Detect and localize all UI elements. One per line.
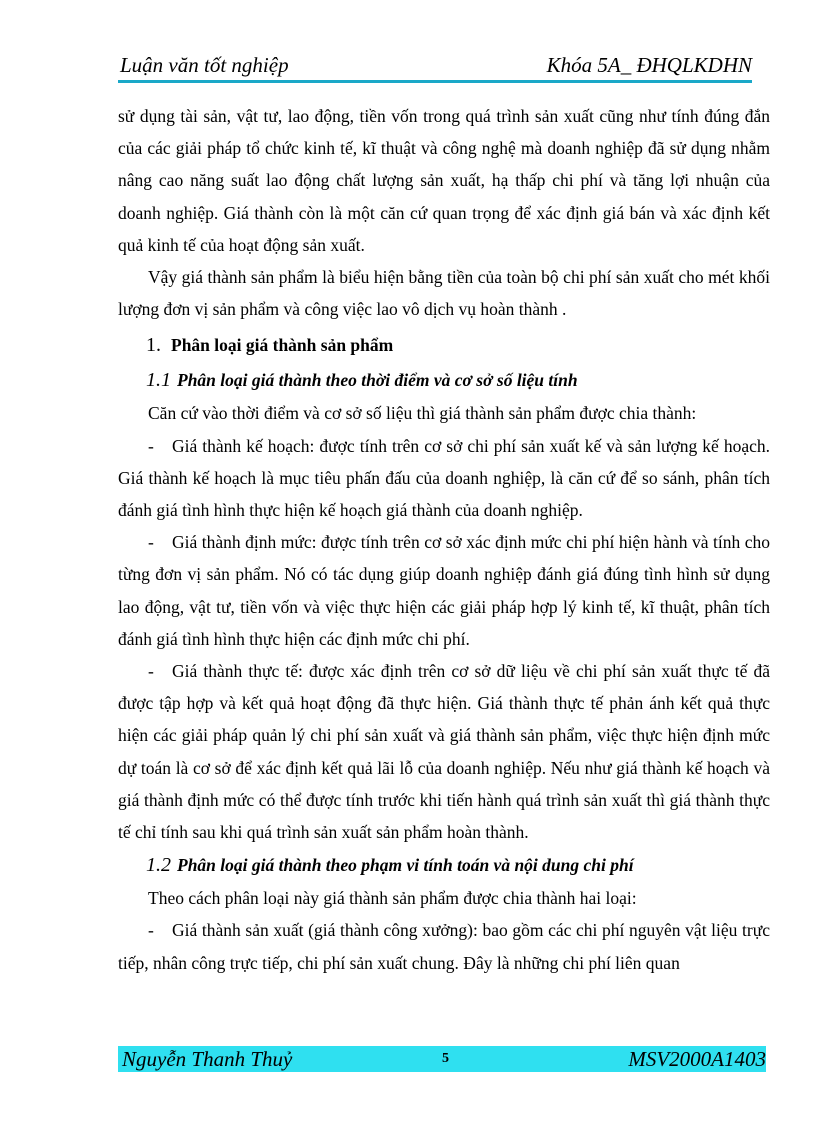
subsection-title: Phân loại giá thành theo thời điểm và cơ sở số liệu tính xyxy=(177,370,578,391)
list-item xyxy=(118,430,770,527)
page-content xyxy=(118,100,770,979)
bullet-dash: - xyxy=(148,532,154,553)
page-number: 5 xyxy=(442,1051,449,1066)
list-item xyxy=(118,914,770,978)
bullet-dash: - xyxy=(148,920,154,941)
header-thesis-title: Luận văn tốt nghiệp xyxy=(120,53,289,77)
list-item xyxy=(118,526,770,655)
bullet-dash: - xyxy=(148,661,154,682)
footer-student-id: MSV2000A1403 xyxy=(628,1047,766,1071)
paragraph: Theo cách phân loại này giá thành sản phẩm được chia thành hai loại: xyxy=(148,888,637,909)
section-number: 1. xyxy=(146,334,161,357)
footer-author: Nguyễn Thanh Thuỷ xyxy=(122,1047,293,1071)
list-item-text: Giá thành sản xuất (giá thành công xưởng): bao gồm các chi phí nguyên vật liệu trực tiếp, nhân công trực tiếp, chi phí sản xuất chung. Đây là những chi phí liên quan xyxy=(118,920,770,973)
subsection-number: 1.1 xyxy=(146,369,171,392)
list-item-text: Giá thành thực tế: được xác định trên cơ sở dữ liệu về chi phí sản xuất thực tế đã được tập hợp và kết quả hoạt động đã thực hiện. Giá thành thực tế phản ánh kết quả thực hiện các giải pháp quản lý chi phí sản xuất và giá thành sản phẩm, việc thực hiện định mức dự toán là cơ sở để xác định kết quả lãi lỗ của doanh nghiệp. Nếu như giá thành kế hoạch và giá thành định mức có thể được tính trước khi tiến hành quá trình sản xuất thì giá thành thực tế chỉ tính sau khi quá trình sản xuất sản phẩm hoàn thành. xyxy=(118,661,770,843)
paragraph: Căn cứ vào thời điểm và cơ sở số liệu thì giá thành sản phẩm được chia thành: xyxy=(148,403,697,424)
list-item-text: Giá thành định mức: được tính trên cơ sở xác định mức chi phí hiện hành và tính cho từng đơn vị sản phẩm. Nó có tác dụng giúp doanh nghiệp đánh giá đúng tình hình sử dụng lao động, vật tư, tiền vốn và việc thực hiện các giải pháp hợp lý kinh tế, kĩ thuật, phân tích đánh giá tình hình thực hiện các định mức chi phí. xyxy=(118,532,770,649)
list-item xyxy=(118,655,770,848)
page-footer xyxy=(118,1046,766,1072)
subsection-title: Phân loại giá thành theo phạm vi tính toán và nội dung chi phí xyxy=(177,855,634,876)
list-item-text: Giá thành kế hoạch: được tính trên cơ sở chi phí sản xuất kế và sản lượng kế hoạch. Giá thành kế hoạch là mục tiêu phấn đấu của doanh nghiệp, là căn cứ để so sánh, phân tích đánh giá tình hình thực hiện kế hoạch giá thành của doanh nghiệp. xyxy=(118,435,770,521)
section-title: Phân loại giá thành sản phẩm xyxy=(171,335,394,356)
bullet-dash: - xyxy=(148,435,154,456)
paragraph: sử dụng tài sản, vật tư, lao động, tiền vốn trong quá trình sản xuất cũng như tính đúng đắn của các giải pháp tổ chức kinh tế, kĩ thuật và công nghệ mà doanh nghiệp đã sử dụng nhằm nâng cao năng suất lao động chất lượng sản xuất, hạ thấp chi phí và tăng lợi nhuận của doanh nghiệp. Giá thành còn là một căn cứ quan trọng để xác định giá bán và xác định kết quả kinh tế của hoạt động sản xuất. xyxy=(118,106,770,255)
section-heading xyxy=(146,327,770,363)
page-header xyxy=(118,50,752,83)
subsection-heading xyxy=(146,363,770,397)
subsection-heading xyxy=(146,848,770,882)
paragraph: Vậy giá thành sản phẩm là biểu hiện bằng tiền của toàn bộ chi phí sản xuất cho mét khối lượng đơn vị sản phẩm và công việc lao vô dịch vụ hoàn thành . xyxy=(118,267,770,320)
subsection-number: 1.2 xyxy=(146,854,171,877)
header-course: Khóa 5A_ ĐHQLKDHN xyxy=(546,53,752,77)
